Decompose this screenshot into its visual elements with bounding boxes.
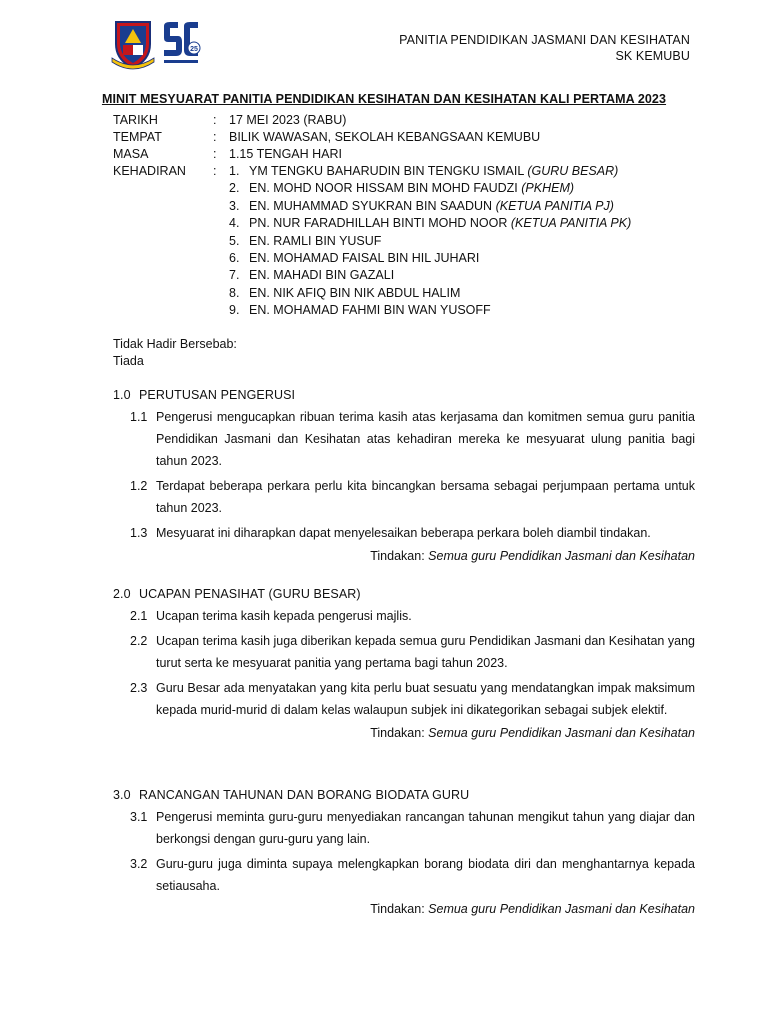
- action-value: Semua guru Pendidikan Jasmani dan Kesihatan: [428, 549, 695, 563]
- section-heading: [113, 586, 695, 602]
- info-row-masa: [113, 146, 713, 163]
- attendee-number: 2.: [229, 181, 240, 196]
- action-label: Tindakan:: [370, 902, 425, 916]
- header-block: [399, 32, 690, 64]
- document-title: MINIT MESYUARAT PANITIA PENDIDIKAN KESIHATAN DAN KESIHATAN KALI PERTAMA 2023: [101, 92, 667, 106]
- kehadiran-label: KEHADIRAN: [113, 164, 186, 178]
- header-panel-name: PANITIA PENDIDIKAN JASMANI DAN KESIHATAN: [399, 33, 690, 47]
- section-3: [113, 787, 695, 920]
- minute-item-number: 3.1: [130, 810, 148, 824]
- attendee-item: [229, 180, 631, 197]
- attendee-name: PN. NUR FARADHILLAH BINTI MOHD NOOR: [249, 216, 508, 231]
- attendee-name: EN. MUHAMMAD SYUKRAN BIN SAADUN: [249, 198, 493, 213]
- attendee-role: (GURU BESAR): [527, 164, 619, 178]
- attendee-list: [229, 163, 631, 320]
- badge-text: 25: [190, 46, 198, 53]
- minute-item-number: 2.1: [130, 609, 148, 623]
- absent-block: [113, 336, 237, 370]
- tempat-label: TEMPAT: [113, 130, 162, 144]
- attendee-item: [229, 267, 631, 284]
- section-heading: [113, 787, 695, 803]
- minute-item-text: Ucapan terima kasih kepada pengerusi majlis.: [156, 609, 412, 623]
- attendee-role: (KETUA PANITIA PK): [510, 216, 632, 231]
- attendee-number: 6.: [229, 250, 240, 265]
- attendee-item: [229, 198, 631, 215]
- attendee-number: 1.: [229, 164, 240, 178]
- colon: :: [213, 113, 217, 127]
- anniversary-25-logo: [160, 20, 202, 66]
- attendee-number: 9.: [229, 303, 240, 318]
- attendee-item: [229, 302, 631, 319]
- minute-item-number: 1.2: [130, 479, 148, 493]
- attendee-name: EN. MAHADI BIN GAZALI: [249, 268, 395, 283]
- masa-label: MASA: [113, 147, 149, 161]
- absent-label: Tidak Hadir Bersebab:: [113, 337, 237, 351]
- header-school-name: SK KEMUBU: [615, 49, 690, 63]
- tempat-value: BILIK WAWASAN, SEKOLAH KEBANGSAAN KEMUBU: [229, 130, 541, 144]
- minute-item: [113, 522, 695, 544]
- attendee-item: [229, 163, 631, 180]
- masa-value: 1.15 TENGAH HARI: [229, 147, 343, 161]
- info-row-tempat: [113, 129, 713, 146]
- minute-item-text: Pengerusi meminta guru-guru menyediakan rancangan tahunan mengikut tahun yang diajar dan berkongsi dengan guru-guru yang lain.: [156, 810, 695, 846]
- action-line: [113, 545, 695, 567]
- attendee-item: [229, 250, 631, 267]
- info-row-tarikh: [113, 112, 713, 129]
- minute-item: [113, 806, 695, 850]
- section-heading: [113, 387, 695, 403]
- attendee-number: 5.: [229, 233, 240, 248]
- attendee-number: 7.: [229, 268, 240, 283]
- attendee-item: [229, 233, 631, 250]
- attendee-number: 3.: [229, 198, 240, 213]
- minute-item-number: 1.1: [130, 410, 148, 424]
- minute-item-number: 2.2: [130, 634, 148, 648]
- minute-item: [113, 853, 695, 897]
- minute-item-number: 2.3: [130, 681, 148, 695]
- colon: :: [213, 147, 217, 161]
- minute-item-text: Mesyuarat ini diharapkan dapat menyelesaikan beberapa perkara boleh diambil tindakan.: [156, 526, 651, 540]
- attendee-role: (KETUA PANITIA PJ): [495, 198, 614, 213]
- section-number: 1.0: [113, 388, 131, 402]
- section-heading-text: PERUTUSAN PENGERUSI: [139, 388, 296, 402]
- colon: :: [213, 164, 217, 178]
- action-label: Tindakan:: [370, 726, 425, 740]
- absent-value: Tiada: [113, 354, 144, 368]
- attendee-item: [229, 215, 631, 232]
- action-value: Semua guru Pendidikan Jasmani dan Kesihatan: [428, 726, 695, 740]
- attendee-number: 8.: [229, 285, 240, 300]
- minute-item: [113, 475, 695, 519]
- minute-item-text: Guru Besar ada menyatakan yang kita perlu buat sesuatu yang mendatangkan impak maksimum kepada murid-murid di dalam kelas walaupun subjek ini dikategorikan sebagai subjek elektif.: [156, 681, 695, 717]
- minute-item: [113, 605, 695, 627]
- section-number: 3.0: [113, 788, 131, 802]
- section-number: 2.0: [113, 587, 131, 601]
- minute-item-text: Terdapat beberapa perkara perlu kita bincangkan bersama sebagai perjumpaan pertama untuk tahun 2023.: [156, 479, 695, 515]
- minute-item-number: 1.3: [130, 526, 148, 540]
- minute-item-number: 3.2: [130, 857, 148, 871]
- colon: :: [213, 130, 217, 144]
- attendee-name: EN. MOHAMAD FAHMI BIN WAN YUSOFF: [249, 303, 491, 318]
- attendee-name: EN. MOHD NOOR HISSAM BIN MOHD FAUDZI: [249, 181, 518, 196]
- attendee-name: EN. RAMLI BIN YUSUF: [249, 233, 382, 248]
- minute-item: [113, 677, 695, 721]
- minute-item: [113, 406, 695, 472]
- minute-item-text: Ucapan terima kasih juga diberikan kepada semua guru Pendidikan Jasmani dan Kesihatan yang turut serta ke mesyuarat panitia yang pertama bagi tahun 2023.: [156, 634, 695, 670]
- section-1: [113, 387, 695, 567]
- action-label: Tindakan:: [370, 549, 425, 563]
- school-crest-logo: [110, 18, 156, 70]
- minute-item-text: Pengerusi mengucapkan ribuan terima kasih atas kerjasama dan komitmen semua guru panitia Pendidikan Jasmani dan Kesihatan atas kehadiran mereka ke mesyuarat ulung panitia bagi tahun 2023.: [156, 410, 695, 468]
- info-row-kehadiran: [113, 163, 713, 318]
- section-heading-text: UCAPAN PENASIHAT (GURU BESAR): [139, 587, 361, 601]
- tarikh-value: 17 MEI 2023 (RABU): [229, 113, 347, 127]
- attendee-name: YM TENGKU BAHARUDIN BIN TENGKU ISMAIL: [249, 164, 524, 178]
- attendee-role: (PKHEM): [521, 181, 575, 196]
- action-line: [113, 722, 695, 744]
- minute-item: [113, 630, 695, 674]
- meeting-info: [113, 112, 713, 318]
- section-heading-text: RANCANGAN TAHUNAN DAN BORANG BIODATA GURU: [139, 788, 470, 802]
- section-2: [113, 586, 695, 744]
- tarikh-label: TARIKH: [113, 113, 158, 127]
- action-line: [113, 898, 695, 920]
- attendee-name: EN. MOHAMAD FAISAL BIN HIL JUHARI: [249, 250, 480, 265]
- attendee-item: [229, 285, 631, 302]
- attendee-number: 4.: [229, 216, 240, 231]
- action-value: Semua guru Pendidikan Jasmani dan Kesihatan: [428, 902, 695, 916]
- minute-item-text: Guru-guru juga diminta supaya melengkapkan borang biodata diri dan menghantarnya kepada setiausaha.: [156, 857, 695, 893]
- attendee-name: EN. NIK AFIQ BIN NIK ABDUL HALIM: [249, 285, 461, 300]
